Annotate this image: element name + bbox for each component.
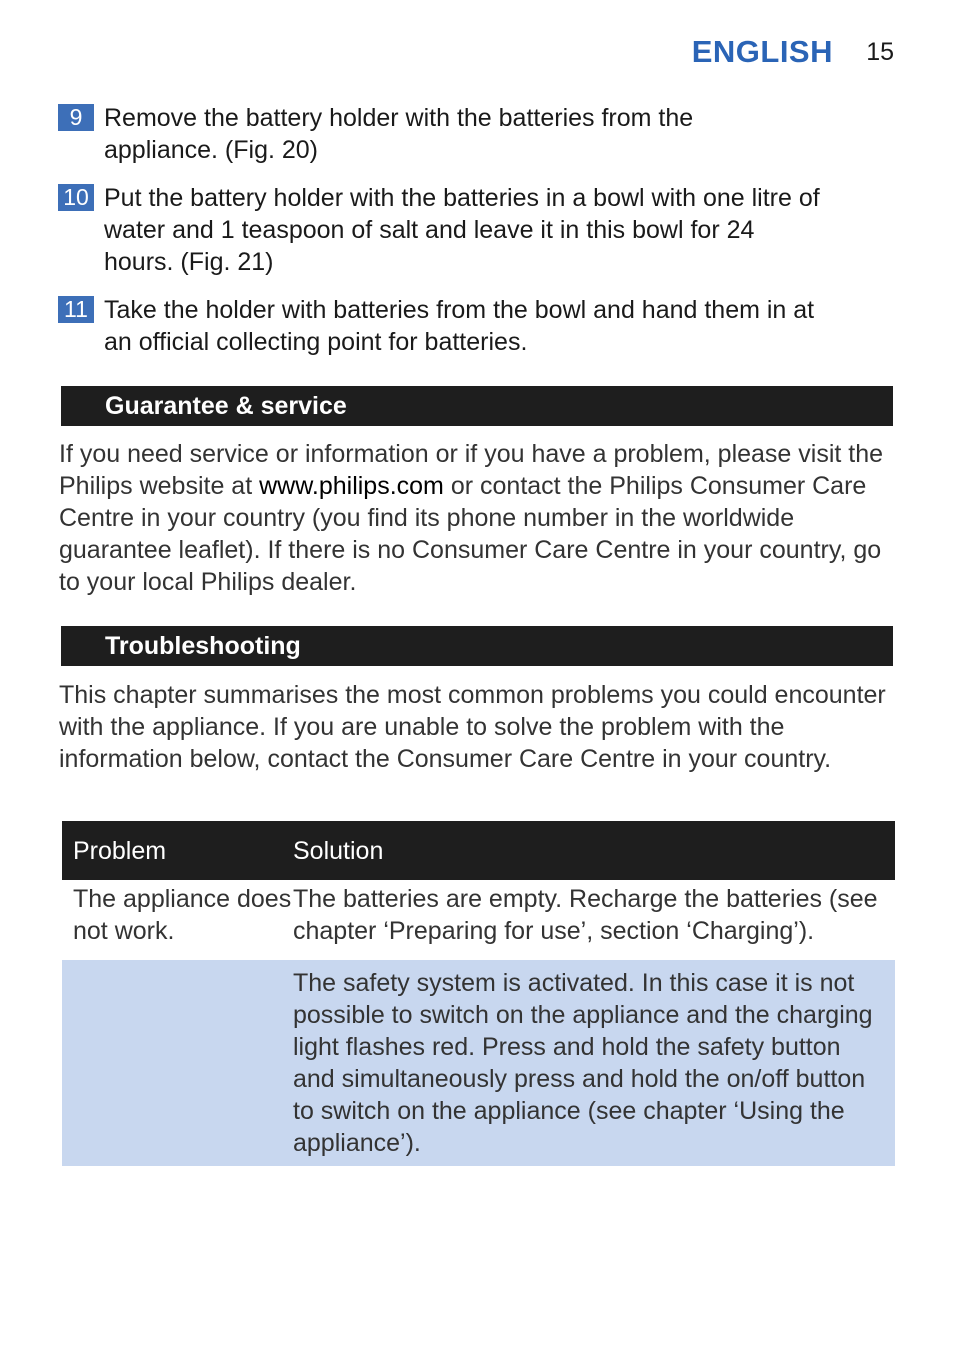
- step-11: [58, 294, 898, 358]
- section-title: Troubleshooting: [105, 632, 301, 660]
- step-number-badge: 11: [58, 296, 94, 323]
- step-10: [58, 182, 898, 278]
- table-row: [62, 960, 895, 1166]
- solution-cell: The safety system is activated. In this case it is not possible to switch on the appliance and the charging light flashes red. Press and hold the safety button and simultaneously press and hold the on/off button to switch on the appliance (see chapter ‘Using the appliance’).: [293, 960, 895, 1166]
- guarantee-paragraph: [59, 438, 899, 598]
- guarantee-section-bar: [61, 386, 893, 426]
- troubleshooting-section-bar: [61, 626, 893, 666]
- step-text: Take the holder with batteries from the bowl and hand them in at an official collecting point for batteries.: [104, 296, 815, 356]
- table-header-row: [62, 821, 895, 880]
- section-title: Guarantee & service: [105, 392, 347, 420]
- step-number-badge: 10: [58, 184, 94, 211]
- step-text: Put the battery holder with the batteries in a bowl with one litre of water and 1 teaspoon of salt and leave it in this bowl for 24 hours. (Fig. 21): [104, 184, 820, 276]
- page-number: 15: [866, 38, 894, 66]
- table-row: [62, 880, 895, 960]
- philips-website-link[interactable]: www.philips.com: [259, 472, 444, 500]
- column-header-problem: Problem: [62, 821, 293, 880]
- column-header-solution: Solution: [293, 821, 895, 880]
- language-heading: ENGLISH: [691, 34, 833, 69]
- troubleshooting-intro: This chapter summarises the most common problems you could encounter with the appliance. If you are unable to solve the problem with the information below, contact the Consumer Care Centre in your country.: [59, 681, 886, 773]
- step-number-badge: 9: [58, 104, 94, 131]
- step-text: Remove the battery holder with the batteries from the appliance. (Fig. 20): [104, 104, 694, 164]
- problem-cell: The appliance does not work.: [73, 885, 292, 945]
- troubleshooting-table: [62, 821, 895, 1166]
- problem-cell: [62, 960, 293, 1166]
- guarantee-text-continued: or contact the Philips Consumer Care Centre in your country (you find its phone number in the worldwide guarantee leaflet). If there is no Consumer Care Centre in your country, go to your local Philips dealer.: [59, 472, 882, 596]
- solution-cell: The batteries are empty. Recharge the batteries (see chapter ‘Preparing for use’, section ‘Charging’).: [293, 885, 878, 945]
- step-9: [58, 102, 898, 166]
- guarantee-text: If you need service or information or if you have a problem, please visit the Philips website at: [59, 440, 884, 500]
